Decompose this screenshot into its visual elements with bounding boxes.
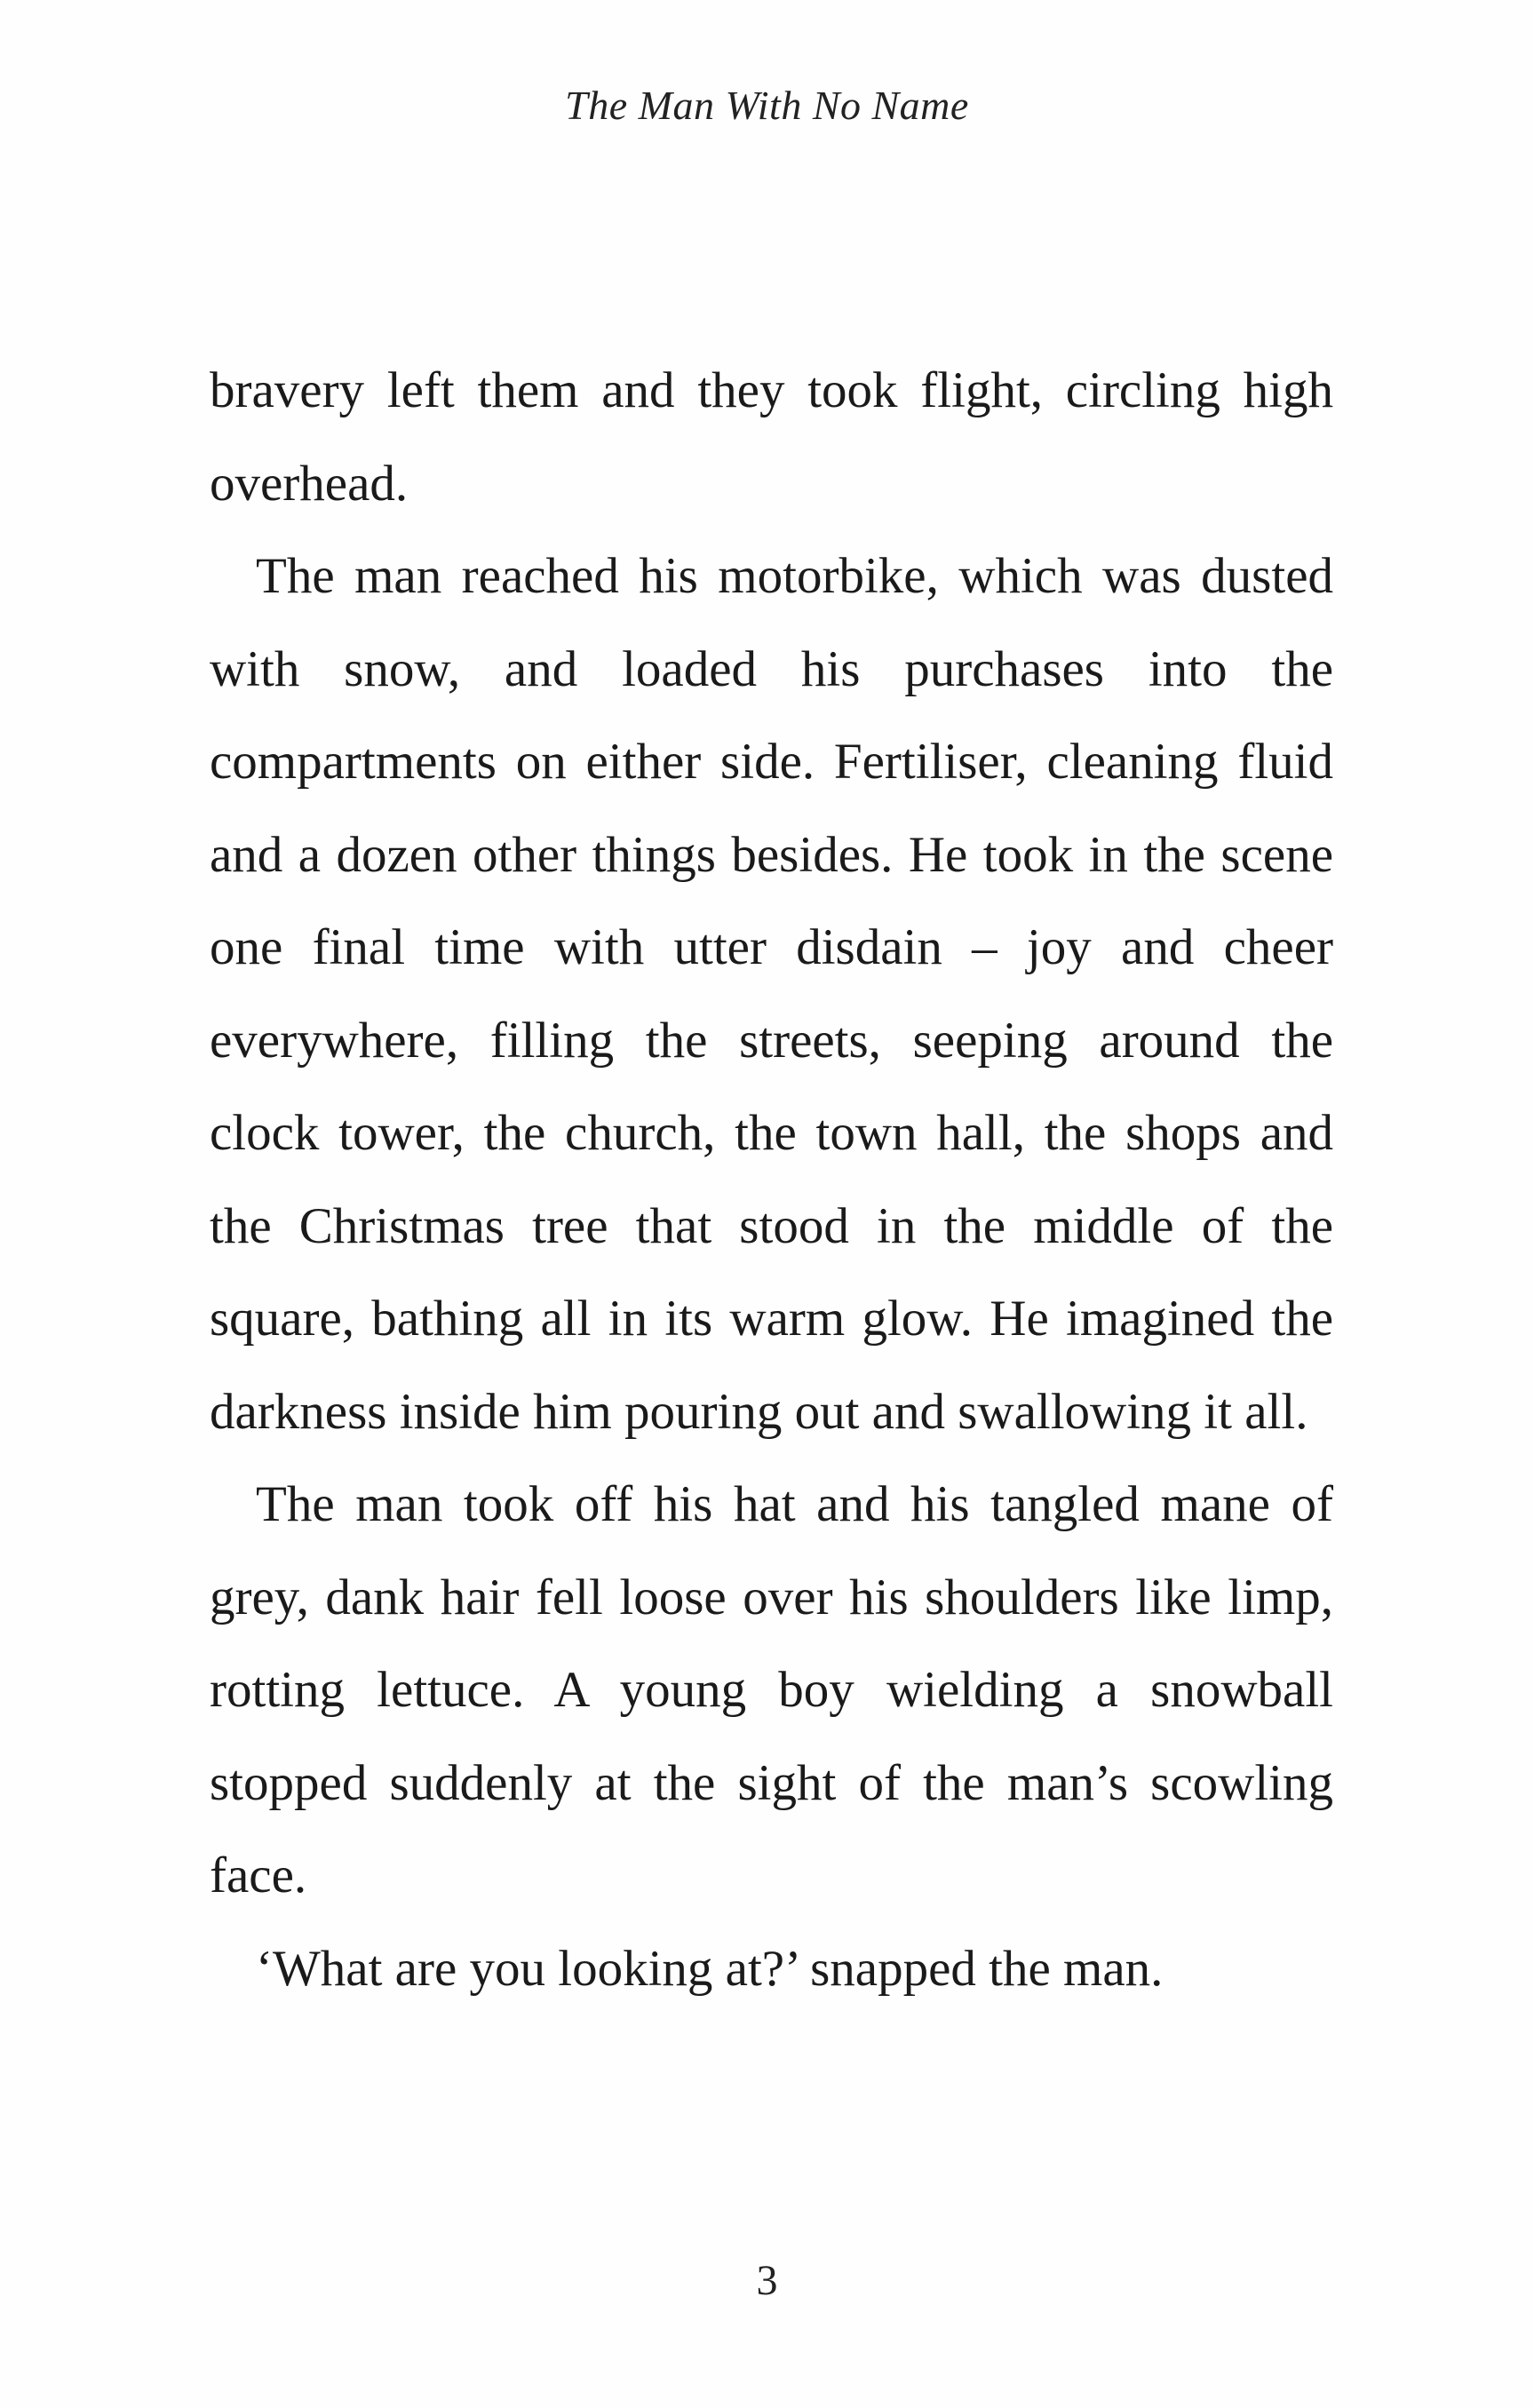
paragraph-3: The man took off his hat and his tangled mane of grey, dank hair fell loose over his shoulders like limp, rotting lettuce. A young boy wielding a snowball stopped suddenly at the sight of the man’s scowling face.: [210, 1476, 1333, 1903]
paragraph-2: The man reached his motorbike, which was dusted with snow, and loaded his purchases into the compartments on either side. Fertiliser, cleaning fluid and a dozen other things besides. He took in the scene one final time with utter disdain – joy and cheer everywhere, filling the streets, seeping around the clock tower, the church, the town hall, the shops and the Christmas tree that stood in the middle of the square, bathing all in its warm glow. He imagined the darkness inside him pouring out and swallowing it all.: [210, 548, 1333, 1440]
paragraph-4: ‘What are you looking at?’ snapped the man.: [256, 1940, 1164, 1997]
page-number: 3: [756, 2257, 778, 2304]
body-text: [210, 345, 1333, 2015]
running-head: The Man With No Name: [565, 83, 969, 128]
paragraph-1: bravery left them and they took flight, circling high overhead.: [210, 362, 1333, 512]
